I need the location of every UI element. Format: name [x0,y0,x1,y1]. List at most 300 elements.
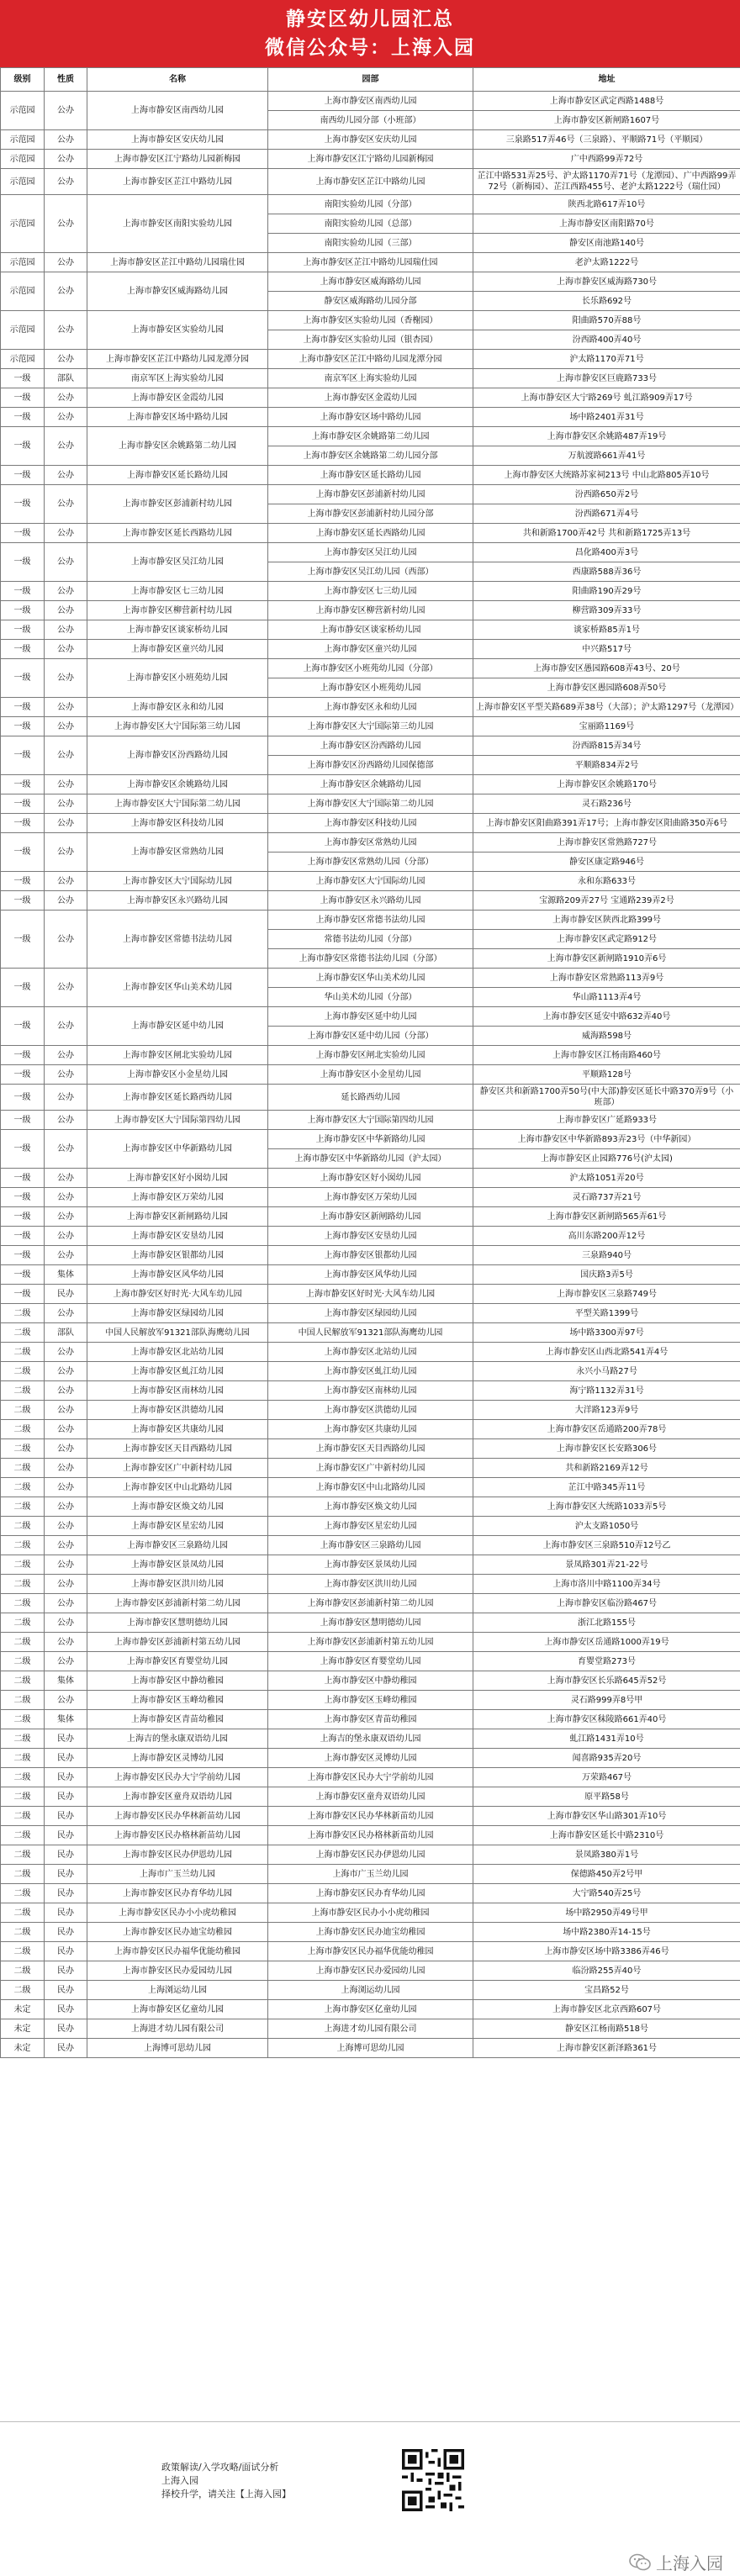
name-cell: 上海市静安区灵博幼儿园 [87,1749,268,1768]
type-cell: 公办 [45,350,87,369]
campus-cell: 上海市静安区吴江幼儿园（西部） [268,562,473,582]
campus-cell: 上海市静安区民办育华幼儿园 [268,1884,473,1903]
name-cell: 上海市静安区金霞幼儿园 [87,388,268,408]
table-row [1,1323,740,1343]
address-cell: 静安区共和新路1700弄50号(中大部)静安区延长中路370弄9号（小班部） [473,1085,740,1111]
type-cell: 公办 [45,92,87,130]
table-row [1,717,740,736]
campus-cell: 上海博可思幼儿园 [268,2039,473,2058]
campus-cell: 上海市静安区江宁路幼儿园新梅园 [268,150,473,169]
level-cell: 二级 [1,1497,45,1517]
name-cell: 南京军区上海实验幼儿园 [87,369,268,388]
campus-cell: 上海市静安区永和幼儿园 [268,698,473,717]
table-row [1,485,740,504]
campus-cell: 南阳实验幼儿园（分部） [268,195,473,214]
table-row [1,1787,740,1807]
type-cell: 公办 [45,169,87,195]
level-cell: 一级 [1,1265,45,1285]
type-cell: 公办 [45,1246,87,1265]
address-cell: 威海路598号 [473,1027,740,1046]
address-cell: 上海市静安区新泽路361号 [473,2039,740,2058]
name-cell: 上海市静安区童舟双语幼儿园 [87,1787,268,1807]
level-cell: 一级 [1,833,45,872]
type-cell: 公办 [45,1439,87,1459]
name-cell: 上海市静安区育婴堂幼儿园 [87,1652,268,1671]
address-cell: 宝丽路1169号 [473,717,740,736]
name-cell: 上海市静安区小班苑幼儿园 [87,659,268,698]
campus-cell: 南阳实验幼儿园（总部） [268,214,473,234]
campus-cell: 上海市静安区延中幼儿园 [268,1007,473,1027]
level-cell: 一级 [1,1169,45,1188]
level-cell: 未定 [1,2019,45,2039]
campus-cell: 上海市静安区民办大宁学前幼儿园 [268,1768,473,1787]
name-cell: 上海市静安区延长路西幼儿园 [87,1085,268,1111]
address-cell: 上海市静安区岳通路1000弄19号 [473,1633,740,1652]
level-cell: 未定 [1,2000,45,2019]
type-cell: 公办 [45,582,87,601]
footer [0,2421,740,2576]
level-cell: 一级 [1,485,45,524]
name-cell: 上海吉的堡永康双语幼儿园 [87,1729,268,1749]
table-row [1,1749,740,1768]
type-cell: 公办 [45,833,87,872]
name-cell: 上海市静安区洪德幼儿园 [87,1401,268,1420]
level-cell: 未定 [1,2039,45,2058]
address-cell: 上海市静安区华山路301弄10号 [473,1807,740,1826]
campus-cell: 上海市静安区延长西路幼儿园 [268,524,473,543]
type-cell: 民办 [45,1729,87,1749]
type-cell: 公办 [45,1517,87,1536]
address-cell: 场中路3300弄97号 [473,1323,740,1343]
table-row [1,601,740,620]
type-cell: 公办 [45,814,87,833]
address-cell: 上海市静安区北京西路607号 [473,2000,740,2019]
name-cell: 上海市静安区民办大宁学前幼儿园 [87,1768,268,1787]
type-cell: 集体 [45,1265,87,1285]
address-cell: 上海市静安区中华新路893弄23号（中华新园） [473,1130,740,1149]
table-row [1,1923,740,1942]
address-cell: 永和东路633号 [473,872,740,891]
column-header: 级别 [1,68,45,92]
address-cell: 海宁路1132弄31号 [473,1381,740,1401]
level-cell: 二级 [1,1749,45,1768]
name-cell: 上海市静安区延长西路幼儿园 [87,524,268,543]
address-cell: 上海市静安区武定路912号 [473,930,740,949]
level-cell: 一级 [1,388,45,408]
address-cell: 共和新路1700弄42号 共和新路1725弄13号 [473,524,740,543]
address-cell: 华山路1113弄4号 [473,988,740,1007]
campus-cell: 上海市静安区金霞幼儿园 [268,388,473,408]
table-row [1,1343,740,1362]
campus-cell: 上海市静安区南林幼儿园 [268,1381,473,1401]
level-cell: 二级 [1,1381,45,1401]
campus-cell: 上海市静安区亿童幼儿园 [268,2000,473,2019]
table-row [1,1304,740,1323]
level-cell: 二级 [1,1420,45,1439]
table-row [1,253,740,272]
level-cell: 二级 [1,1401,45,1420]
address-cell: 静安区南池路140号 [473,234,740,253]
name-cell: 上海市静安区余姚路幼儿园 [87,775,268,794]
table-row [1,1613,740,1633]
table-row [1,1439,740,1459]
type-cell: 公办 [45,736,87,775]
campus-cell: 上海市静安区万荣幼儿园 [268,1188,473,1207]
level-cell: 二级 [1,1323,45,1343]
campus-cell: 上海市静安区威海路幼儿园 [268,272,473,292]
name-cell: 上海市静安区中山北路幼儿园 [87,1478,268,1497]
table-row [1,2000,740,2019]
table-row [1,582,740,601]
campus-cell: 上海市静安区七三幼儿园 [268,582,473,601]
address-cell: 上海市静安区南阳路70号 [473,214,740,234]
table-row [1,1285,740,1304]
level-cell: 二级 [1,1439,45,1459]
name-cell: 上海市静安区好时光·大风车幼儿园 [87,1285,268,1304]
level-cell: 二级 [1,1555,45,1575]
campus-cell: 常德书法幼儿园（分部） [268,930,473,949]
type-cell: 公办 [45,388,87,408]
table-row [1,1710,740,1729]
campus-cell: 上海市静安区广中新村幼儿园 [268,1459,473,1478]
level-cell: 一级 [1,369,45,388]
page-title: 静安区幼儿园汇总 [0,5,740,34]
campus-cell: 上海市静安区共康幼儿园 [268,1420,473,1439]
name-cell: 上海市静安区虬江幼儿园 [87,1362,268,1381]
table-row [1,427,740,446]
address-cell: 场中路2950弄49号甲 [473,1903,740,1923]
name-cell: 上海市静安区芷江中路幼儿园瑞仕园 [87,253,268,272]
address-cell: 上海市静安区大宁路269号 虬江路909弄17号 [473,388,740,408]
level-cell: 一级 [1,1007,45,1046]
table-row [1,1845,740,1865]
level-cell: 一级 [1,1227,45,1246]
type-cell: 公办 [45,1691,87,1710]
campus-cell: 上海市静安区洪德幼儿园 [268,1401,473,1420]
type-cell: 民办 [45,2019,87,2039]
address-cell: 上海市静安区余姚路487弄19号 [473,427,740,446]
address-cell: 上海市静安区三泉路749号 [473,1285,740,1304]
campus-cell: 上海市静安区余姚路第二幼儿园 [268,427,473,446]
type-cell: 公办 [45,408,87,427]
campus-cell: 上海市静安区民办格林新苗幼儿园 [268,1826,473,1845]
table-row [1,736,740,756]
name-cell: 上海市静安区慧明德幼儿园 [87,1613,268,1633]
address-cell: 上海市静安区延安中路632弄40号 [473,1007,740,1027]
campus-cell: 上海市静安区常熟幼儿园 [268,833,473,853]
campus-cell: 上海市静安区中山北路幼儿园 [268,1478,473,1497]
address-cell: 汾西路815弄34号 [473,736,740,756]
table-row [1,1633,740,1652]
name-cell: 上海市静安区天目西路幼儿园 [87,1439,268,1459]
level-cell: 二级 [1,1923,45,1942]
type-cell: 公办 [45,969,87,1007]
table-row [1,1691,740,1710]
address-cell: 阳曲路570弄88号 [473,311,740,330]
type-cell: 民办 [45,1961,87,1981]
campus-cell: 上海市静安区三泉路幼儿园 [268,1536,473,1555]
level-cell: 示范园 [1,130,45,150]
type-cell: 公办 [45,1227,87,1246]
name-cell: 上海市静安区新闸路幼儿园 [87,1207,268,1227]
table-row [1,369,740,388]
table-row [1,388,740,408]
type-cell: 公办 [45,911,87,969]
table-row [1,1981,740,2000]
table-row [1,1497,740,1517]
campus-cell: 南京军区上海实验幼儿园 [268,369,473,388]
table-row [1,1884,740,1903]
type-cell: 公办 [45,1188,87,1207]
brand-name: 上海入园 [656,2550,723,2574]
type-cell: 公办 [45,1420,87,1439]
name-cell: 上海市静安区南西幼儿园 [87,92,268,130]
type-cell: 民办 [45,1942,87,1961]
type-cell: 民办 [45,1903,87,1923]
table-row [1,543,740,562]
level-cell: 二级 [1,1691,45,1710]
address-cell: 上海市静安区常熟路113弄9号 [473,969,740,988]
address-cell: 上海市静安区岳通路200弄78号 [473,1420,740,1439]
name-cell: 上海市静安区北站幼儿园 [87,1343,268,1362]
name-cell: 上海市静安区民办华林新苗幼儿园 [87,1807,268,1826]
name-cell: 上海市静安区玉峰幼稚园 [87,1691,268,1710]
name-cell: 上海市静安区南阳实验幼儿园 [87,195,268,253]
type-cell: 部队 [45,369,87,388]
type-cell: 公办 [45,1555,87,1575]
campus-cell: 上海市静安区童舟双语幼儿园 [268,1787,473,1807]
address-cell: 平顺路128号 [473,1065,740,1085]
campus-cell: 上海市静安区汾西路幼儿园保德部 [268,756,473,775]
name-cell: 上海市静安区彭浦新村第五幼儿园 [87,1633,268,1652]
campus-cell: 上海市静安区彭浦新村第五幼儿园 [268,1633,473,1652]
level-cell: 二级 [1,1478,45,1497]
campus-cell: 上海市静安区余姚路第二幼儿园分部 [268,446,473,466]
address-cell: 上海市洛川中路1100弄34号 [473,1575,740,1594]
address-cell: 保德路450弄2号甲 [473,1865,740,1884]
level-cell: 二级 [1,1807,45,1826]
address-cell: 上海市静安区巨鹿路733号 [473,369,740,388]
name-cell: 上海市静安区彭浦新村幼儿园 [87,485,268,524]
table-row [1,1768,740,1787]
table-row [1,92,740,111]
name-cell: 上海市静安区芷江中路幼儿园龙潭分园 [87,350,268,369]
type-cell: 部队 [45,1323,87,1343]
type-cell: 集体 [45,1671,87,1691]
table-row [1,911,740,930]
level-cell: 一级 [1,717,45,736]
level-cell: 一级 [1,524,45,543]
level-cell: 一级 [1,911,45,969]
name-cell: 上海市静安区共康幼儿园 [87,1420,268,1439]
address-cell: 汾西路650弄2号 [473,485,740,504]
name-cell: 上海市静安区吴江幼儿园 [87,543,268,582]
address-cell: 汾西路671弄4号 [473,504,740,524]
campus-cell: 上海市静安区南西幼儿园 [268,92,473,111]
type-cell: 公办 [45,253,87,272]
level-cell: 一级 [1,1130,45,1169]
name-cell: 上海市静安区风华幼儿园 [87,1265,268,1285]
type-cell: 公办 [45,1046,87,1065]
name-cell: 上海进才幼儿园有限公司 [87,2019,268,2039]
type-cell: 公办 [45,1304,87,1323]
address-cell: 沪太支路1050号 [473,1517,740,1536]
address-cell: 原平路58号 [473,1787,740,1807]
table-row [1,1671,740,1691]
name-cell: 上海市静安区中华新路幼儿园 [87,1130,268,1169]
campus-cell: 上海市静安区玉峰幼稚园 [268,1691,473,1710]
address-cell: 柳营路309弄33号 [473,601,740,620]
type-cell: 民办 [45,1981,87,2000]
campus-cell: 上海市静安区中华新路幼儿园 [268,1130,473,1149]
name-cell: 上海市静安区小金星幼儿园 [87,1065,268,1085]
type-cell: 公办 [45,466,87,485]
level-cell: 一级 [1,601,45,620]
type-cell: 公办 [45,872,87,891]
table-row [1,1652,740,1671]
footer-line: 上海入园 [161,2474,291,2488]
table-row [1,1961,740,1981]
campus-cell: 上海市静安区延中幼儿园（分部） [268,1027,473,1046]
address-cell: 上海市静安区武定西路1488号 [473,92,740,111]
address-cell: 宝昌路52号 [473,1981,740,2000]
level-cell: 二级 [1,1787,45,1807]
level-cell: 示范园 [1,92,45,130]
name-cell: 上海市静安区民办育华幼儿园 [87,1884,268,1903]
campus-cell: 上海市静安区中华新路幼儿园（沪太园） [268,1149,473,1169]
type-cell: 公办 [45,427,87,466]
address-cell: 上海市静安区大统路苏家祠213号 中山北路805弄10号 [473,466,740,485]
address-cell: 阳曲路190弄29号 [473,582,740,601]
campus-cell: 上海市静安区常德书法幼儿园（分部） [268,949,473,969]
campus-cell: 上海市静安区虬江幼儿园 [268,1362,473,1381]
address-cell: 灵石路236号 [473,794,740,814]
campus-cell: 上海市静安区彭浦新村第二幼儿园 [268,1594,473,1613]
campus-cell: 上海市静安区安垦幼儿园 [268,1227,473,1246]
level-cell: 二级 [1,1845,45,1865]
level-cell: 一级 [1,1046,45,1065]
address-cell: 上海市静安区临汾路467号 [473,1594,740,1613]
level-cell: 一级 [1,640,45,659]
type-cell: 集体 [45,1710,87,1729]
page-header [0,0,740,67]
address-cell: 宝源路209弄27号 宝通路239弄2号 [473,891,740,911]
name-cell: 上海市静安区洪川幼儿园 [87,1575,268,1594]
campus-cell: 上海市静安区芷江中路幼儿园龙潭分园 [268,350,473,369]
level-cell: 二级 [1,1459,45,1478]
campus-cell: 上海市静安区汾西路幼儿园 [268,736,473,756]
campus-cell: 上海市静安区景凤幼儿园 [268,1555,473,1575]
address-cell: 上海市静安区场中路3386弄46号 [473,1942,740,1961]
type-cell: 公办 [45,485,87,524]
name-cell: 上海市静安区汾西路幼儿园 [87,736,268,775]
campus-cell: 上海吉的堡永康双语幼儿园 [268,1729,473,1749]
level-cell: 一级 [1,794,45,814]
table-row [1,1575,740,1594]
address-cell: 静安区康定路946号 [473,853,740,872]
campus-cell: 上海市静安区小班苑幼儿园 [268,678,473,698]
type-cell: 民办 [45,1749,87,1768]
level-cell: 一级 [1,1188,45,1207]
campus-cell: 上海市静安区大宁国际幼儿园 [268,872,473,891]
qr-code-icon [402,2449,464,2511]
level-cell: 二级 [1,1633,45,1652]
address-cell: 临汾路255弄40号 [473,1961,740,1981]
type-cell: 公办 [45,775,87,794]
table-row [1,833,740,853]
campus-cell: 上海市静安区新闸路幼儿园 [268,1207,473,1227]
address-cell: 西康路588弄36号 [473,562,740,582]
type-cell: 公办 [45,698,87,717]
table-row [1,1111,740,1130]
address-cell: 上海市静安区陕西北路399号 [473,911,740,930]
table-row [1,466,740,485]
type-cell: 公办 [45,1362,87,1381]
type-cell: 公办 [45,601,87,620]
campus-cell: 上海市静安区场中路幼儿园 [268,408,473,427]
type-cell: 公办 [45,1594,87,1613]
table-row [1,969,740,988]
type-cell: 民办 [45,1884,87,1903]
type-cell: 公办 [45,1381,87,1401]
type-cell: 民办 [45,1807,87,1826]
campus-cell: 中国人民解放军91321部队海鹰幼儿园 [268,1323,473,1343]
type-cell: 公办 [45,311,87,350]
name-cell: 上海市静安区闸北实验幼儿园 [87,1046,268,1065]
address-cell: 上海市静安区山西北路541弄4号 [473,1343,740,1362]
table-row [1,814,740,833]
name-cell: 上海市静安区民办迪宝幼稚园 [87,1923,268,1942]
campus-cell: 上海市静安区民办华林新苗幼儿园 [268,1807,473,1826]
name-cell: 上海市静安区江宁路幼儿园新梅园 [87,150,268,169]
campus-cell: 上海市静安区科技幼儿园 [268,814,473,833]
address-cell: 谈家桥路85弄1号 [473,620,740,640]
campus-cell: 上海市静安区焕文幼儿园 [268,1497,473,1517]
level-cell: 一级 [1,1111,45,1130]
table-row [1,1007,740,1027]
footer-line: 择校升学，请关注【上海入园】 [161,2488,291,2501]
address-cell: 共和新路2169弄12号 [473,1459,740,1478]
table-row [1,1227,740,1246]
type-cell: 民办 [45,1787,87,1807]
address-cell: 育婴堂路273号 [473,1652,740,1671]
address-cell: 上海市静安区长安路306号 [473,1439,740,1459]
level-cell: 二级 [1,1768,45,1787]
address-cell: 平顺路834弄2号 [473,756,740,775]
address-cell: 平型关路1399号 [473,1304,740,1323]
name-cell: 上海市静安区华山美术幼儿园 [87,969,268,1007]
table-row [1,1085,740,1111]
address-cell: 上海市静安区秣陵路661弄40号 [473,1710,740,1729]
table-row [1,1381,740,1401]
level-cell: 一级 [1,466,45,485]
type-cell: 公办 [45,130,87,150]
level-cell: 一级 [1,1085,45,1111]
name-cell: 上海市静安区民办格林新苗幼儿园 [87,1826,268,1845]
address-cell: 上海市静安区江杨南路460号 [473,1046,740,1065]
footer-line: 政策解读/入学攻略/面试分析 [161,2461,291,2474]
table-row [1,1536,740,1555]
name-cell: 上海市静安区童兴幼儿园 [87,640,268,659]
campus-cell: 上海市静安区大宁国际第二幼儿园 [268,794,473,814]
name-cell: 上海市静安区芷江中路幼儿园 [87,169,268,195]
footer-text [161,2461,291,2501]
type-cell: 民办 [45,1845,87,1865]
name-cell: 上海市静安区银都幼儿园 [87,1246,268,1265]
name-cell: 上海市静安区三泉路幼儿园 [87,1536,268,1555]
address-cell: 芷江中路531弄25号、沪太路1170弄71号（龙潭园）、广中西路99弄72号（新梅园）、芷江西路455号、老沪太路1222号（瑞仕园） [473,169,740,195]
type-cell: 公办 [45,1007,87,1046]
